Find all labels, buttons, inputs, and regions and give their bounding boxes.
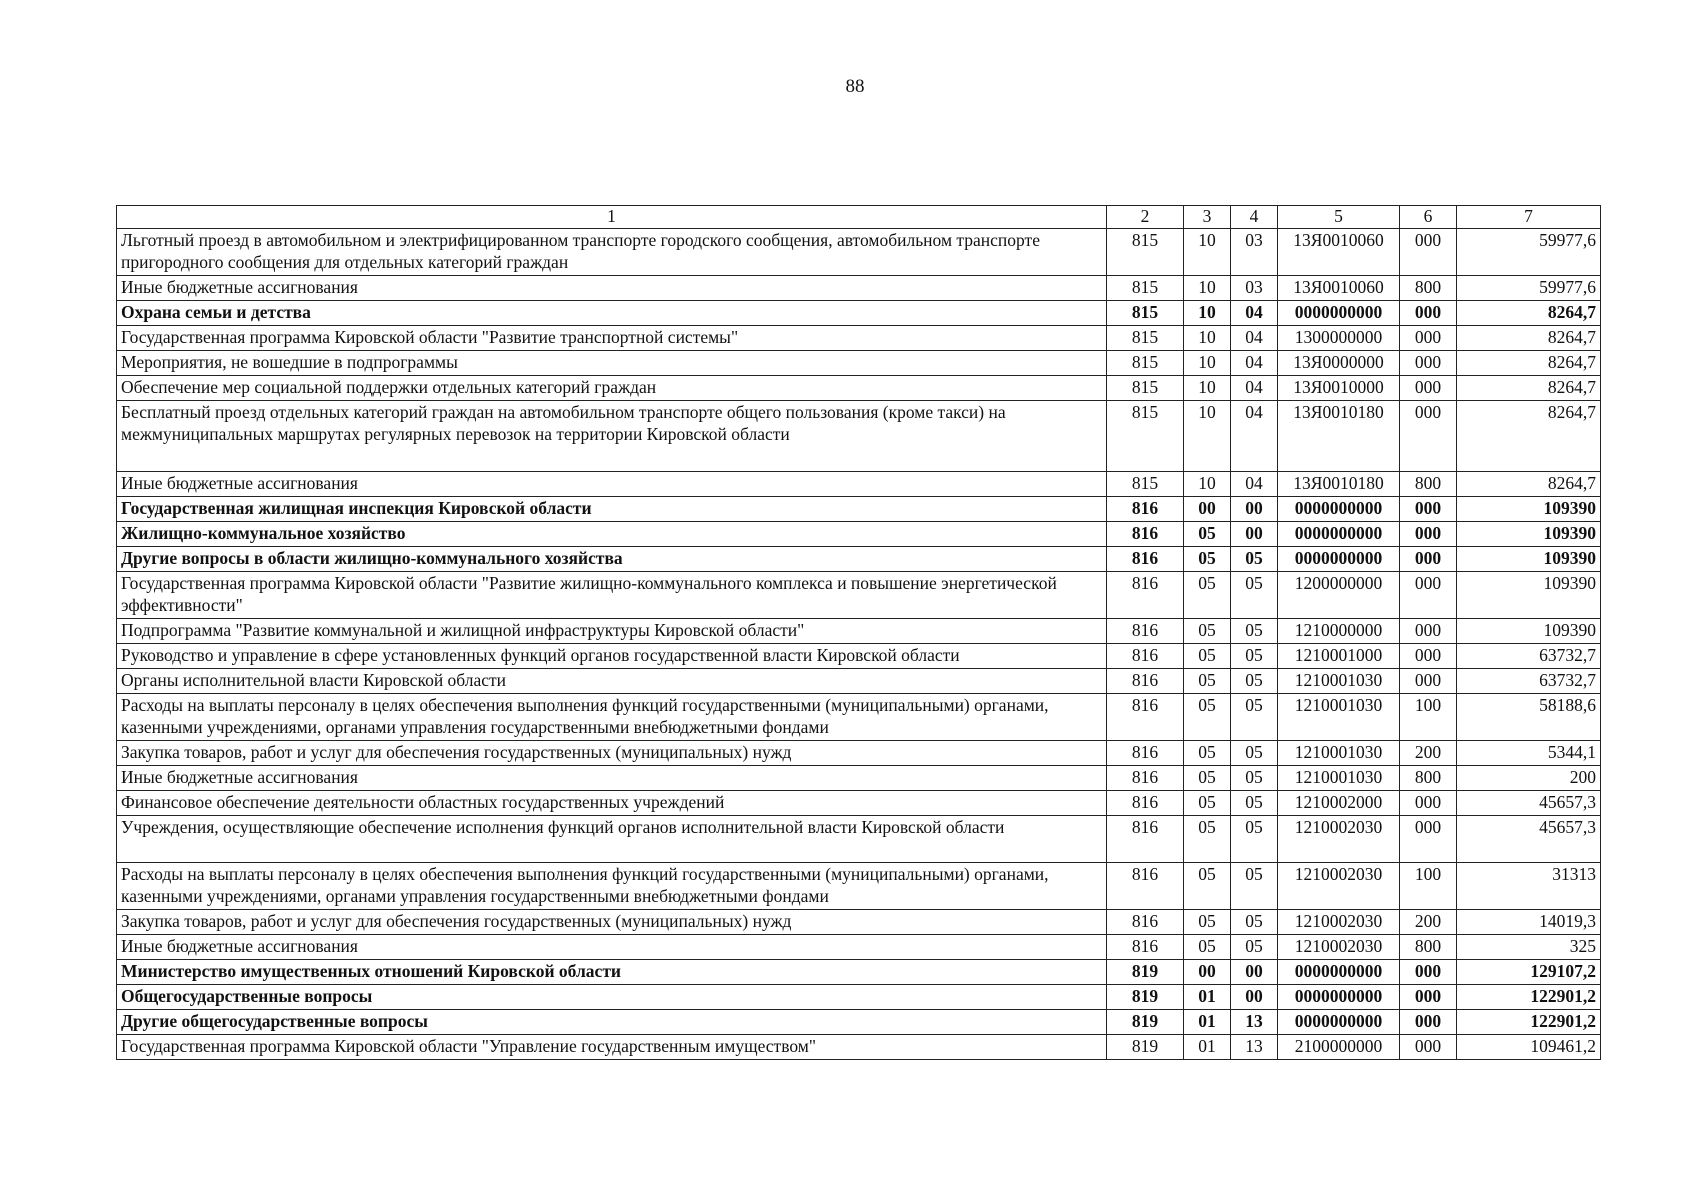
ministry-code-cell: 815 (1107, 301, 1184, 326)
table-row (117, 1035, 1601, 1060)
table-row (117, 351, 1601, 376)
column-header: 7 (1457, 206, 1601, 229)
table-row (117, 301, 1601, 326)
expense-type-cell: 000 (1400, 401, 1457, 472)
expense-type-cell: 000 (1400, 547, 1457, 572)
subsection-cell: 05 (1231, 935, 1278, 960)
item-name-cell: Органы исполнительной власти Кировской области (117, 669, 1107, 694)
amount-cell: 8264,7 (1457, 401, 1601, 472)
ministry-code-cell: 816 (1107, 791, 1184, 816)
item-name-cell: Общегосударственные вопросы (117, 985, 1107, 1010)
ministry-code-cell: 815 (1107, 326, 1184, 351)
section-cell: 10 (1184, 472, 1231, 497)
table-row (117, 910, 1601, 935)
subsection-cell: 05 (1231, 619, 1278, 644)
expense-type-cell: 000 (1400, 522, 1457, 547)
target-article-cell: 13Я0010000 (1278, 376, 1400, 401)
target-article-cell: 1210002030 (1278, 910, 1400, 935)
item-name-cell: Финансовое обеспечение деятельности областных государственных учреждений (117, 791, 1107, 816)
target-article-cell: 1210000000 (1278, 619, 1400, 644)
ministry-code-cell: 816 (1107, 547, 1184, 572)
section-cell: 05 (1184, 741, 1231, 766)
table-row (117, 547, 1601, 572)
ministry-code-cell: 819 (1107, 985, 1184, 1010)
amount-cell: 31313 (1457, 863, 1601, 910)
subsection-cell: 05 (1231, 669, 1278, 694)
target-article-cell: 13Я0000000 (1278, 351, 1400, 376)
amount-cell: 8264,7 (1457, 351, 1601, 376)
item-name-cell: Государственная жилищная инспекция Кировской области (117, 497, 1107, 522)
ministry-code-cell: 816 (1107, 863, 1184, 910)
subsection-cell: 05 (1231, 816, 1278, 863)
ministry-code-cell: 816 (1107, 766, 1184, 791)
amount-cell: 109390 (1457, 619, 1601, 644)
column-header: 1 (117, 206, 1107, 229)
ministry-code-cell: 815 (1107, 276, 1184, 301)
expense-type-cell: 000 (1400, 572, 1457, 619)
table-row (117, 522, 1601, 547)
ministry-code-cell: 816 (1107, 572, 1184, 619)
table-body (117, 229, 1601, 1060)
item-name-cell: Расходы на выплаты персоналу в целях обеспечения выполнения функций государственными (муниципальными) органами, казенными учреждениями, органами управления государственными внебюджетными фондами (117, 863, 1107, 910)
table-row (117, 401, 1601, 472)
section-cell: 05 (1184, 619, 1231, 644)
subsection-cell: 00 (1231, 985, 1278, 1010)
amount-cell: 8264,7 (1457, 326, 1601, 351)
expense-type-cell: 000 (1400, 229, 1457, 276)
item-name-cell: Иные бюджетные ассигнования (117, 935, 1107, 960)
item-name-cell: Мероприятия, не вошедшие в подпрограммы (117, 351, 1107, 376)
expense-type-cell: 000 (1400, 816, 1457, 863)
ministry-code-cell: 816 (1107, 910, 1184, 935)
amount-cell: 59977,6 (1457, 276, 1601, 301)
ministry-code-cell: 816 (1107, 644, 1184, 669)
item-name-cell: Иные бюджетные ассигнования (117, 276, 1107, 301)
target-article-cell: 1200000000 (1278, 572, 1400, 619)
expense-type-cell: 800 (1400, 276, 1457, 301)
subsection-cell: 05 (1231, 791, 1278, 816)
item-name-cell: Подпрограмма "Развитие коммунальной и жилищной инфраструктуры Кировской области" (117, 619, 1107, 644)
table-row (117, 985, 1601, 1010)
amount-cell: 109390 (1457, 497, 1601, 522)
target-article-cell: 1210001000 (1278, 644, 1400, 669)
table-row (117, 644, 1601, 669)
table-row (117, 791, 1601, 816)
item-name-cell: Другие общегосударственные вопросы (117, 1010, 1107, 1035)
expense-type-cell: 800 (1400, 766, 1457, 791)
target-article-cell: 0000000000 (1278, 497, 1400, 522)
section-cell: 05 (1184, 644, 1231, 669)
amount-cell: 200 (1457, 766, 1601, 791)
ministry-code-cell: 816 (1107, 816, 1184, 863)
target-article-cell: 1210001030 (1278, 669, 1400, 694)
ministry-code-cell: 816 (1107, 741, 1184, 766)
target-article-cell: 13Я0010180 (1278, 401, 1400, 472)
amount-cell: 5344,1 (1457, 741, 1601, 766)
section-cell: 05 (1184, 791, 1231, 816)
target-article-cell: 0000000000 (1278, 522, 1400, 547)
item-name-cell: Государственная программа Кировской области "Управление государственным имуществом" (117, 1035, 1107, 1060)
item-name-cell: Иные бюджетные ассигнования (117, 766, 1107, 791)
section-cell: 01 (1184, 985, 1231, 1010)
ministry-code-cell: 815 (1107, 229, 1184, 276)
expense-type-cell: 000 (1400, 619, 1457, 644)
section-cell: 05 (1184, 863, 1231, 910)
amount-cell: 58188,6 (1457, 694, 1601, 741)
section-cell: 00 (1184, 497, 1231, 522)
ministry-code-cell: 815 (1107, 472, 1184, 497)
subsection-cell: 04 (1231, 301, 1278, 326)
table-row (117, 741, 1601, 766)
target-article-cell: 1210001030 (1278, 766, 1400, 791)
section-cell: 05 (1184, 694, 1231, 741)
target-article-cell: 0000000000 (1278, 547, 1400, 572)
section-cell: 00 (1184, 960, 1231, 985)
section-cell: 05 (1184, 766, 1231, 791)
subsection-cell: 05 (1231, 694, 1278, 741)
column-number-row (117, 206, 1601, 229)
amount-cell: 109390 (1457, 547, 1601, 572)
target-article-cell: 1210001030 (1278, 741, 1400, 766)
page-number: 88 (845, 76, 865, 97)
table-row (117, 766, 1601, 791)
target-article-cell: 1210002030 (1278, 935, 1400, 960)
subsection-cell: 05 (1231, 766, 1278, 791)
subsection-cell: 05 (1231, 863, 1278, 910)
ministry-code-cell: 816 (1107, 497, 1184, 522)
target-article-cell: 2100000000 (1278, 1035, 1400, 1060)
subsection-cell: 05 (1231, 741, 1278, 766)
subsection-cell: 03 (1231, 229, 1278, 276)
section-cell: 10 (1184, 229, 1231, 276)
section-cell: 05 (1184, 935, 1231, 960)
table-row (117, 816, 1601, 863)
expense-type-cell: 100 (1400, 694, 1457, 741)
section-cell: 05 (1184, 816, 1231, 863)
target-article-cell: 1210002000 (1278, 791, 1400, 816)
ministry-code-cell: 816 (1107, 619, 1184, 644)
ministry-code-cell: 816 (1107, 935, 1184, 960)
column-header: 6 (1400, 206, 1457, 229)
item-name-cell: Обеспечение мер социальной поддержки отдельных категорий граждан (117, 376, 1107, 401)
subsection-cell: 04 (1231, 472, 1278, 497)
amount-cell: 59977,6 (1457, 229, 1601, 276)
expense-type-cell: 200 (1400, 741, 1457, 766)
budget-table (116, 205, 1601, 1060)
subsection-cell: 13 (1231, 1035, 1278, 1060)
expense-type-cell: 200 (1400, 910, 1457, 935)
ministry-code-cell: 815 (1107, 351, 1184, 376)
subsection-cell: 05 (1231, 644, 1278, 669)
ministry-code-cell: 819 (1107, 960, 1184, 985)
amount-cell: 109390 (1457, 522, 1601, 547)
section-cell: 10 (1184, 326, 1231, 351)
expense-type-cell: 000 (1400, 1010, 1457, 1035)
column-header: 5 (1278, 206, 1400, 229)
item-name-cell: Государственная программа Кировской области "Развитие транспортной системы" (117, 326, 1107, 351)
target-article-cell: 1210002030 (1278, 816, 1400, 863)
amount-cell: 109461,2 (1457, 1035, 1601, 1060)
item-name-cell: Расходы на выплаты персоналу в целях обеспечения выполнения функций государственными (муниципальными) органами, казенными учреждениями, органами управления государственными внебюджетными фондами (117, 694, 1107, 741)
expense-type-cell: 000 (1400, 351, 1457, 376)
item-name-cell: Бесплатный проезд отдельных категорий граждан на автомобильном транспорте общего пользования (кроме такси) на межмуниципальных маршрутах регулярных перевозок на территории Кировской области (117, 401, 1107, 472)
subsection-cell: 05 (1231, 547, 1278, 572)
section-cell: 05 (1184, 669, 1231, 694)
subsection-cell: 03 (1231, 276, 1278, 301)
amount-cell: 63732,7 (1457, 669, 1601, 694)
column-header: 2 (1107, 206, 1184, 229)
subsection-cell: 04 (1231, 401, 1278, 472)
section-cell: 10 (1184, 376, 1231, 401)
subsection-cell: 00 (1231, 522, 1278, 547)
table-row (117, 376, 1601, 401)
section-cell: 10 (1184, 401, 1231, 472)
amount-cell: 8264,7 (1457, 301, 1601, 326)
expense-type-cell: 000 (1400, 669, 1457, 694)
item-name-cell: Министерство имущественных отношений Кировской области (117, 960, 1107, 985)
item-name-cell: Охрана семьи и детства (117, 301, 1107, 326)
ministry-code-cell: 816 (1107, 669, 1184, 694)
expense-type-cell: 000 (1400, 644, 1457, 669)
expense-type-cell: 000 (1400, 497, 1457, 522)
section-cell: 05 (1184, 572, 1231, 619)
ministry-code-cell: 816 (1107, 522, 1184, 547)
section-cell: 05 (1184, 522, 1231, 547)
amount-cell: 8264,7 (1457, 376, 1601, 401)
table-row (117, 572, 1601, 619)
expense-type-cell: 000 (1400, 985, 1457, 1010)
target-article-cell: 0000000000 (1278, 985, 1400, 1010)
item-name-cell: Другие вопросы в области жилищно-коммунального хозяйства (117, 547, 1107, 572)
section-cell: 01 (1184, 1035, 1231, 1060)
table-row (117, 863, 1601, 910)
expense-type-cell: 000 (1400, 960, 1457, 985)
amount-cell: 109390 (1457, 572, 1601, 619)
amount-cell: 325 (1457, 935, 1601, 960)
table-row (117, 229, 1601, 276)
item-name-cell: Государственная программа Кировской области "Развитие жилищно-коммунального комплекса и повышение энергетической эффективности" (117, 572, 1107, 619)
section-cell: 05 (1184, 547, 1231, 572)
table-row (117, 694, 1601, 741)
amount-cell: 129107,2 (1457, 960, 1601, 985)
item-name-cell: Жилищно-коммунальное хозяйство (117, 522, 1107, 547)
subsection-cell: 04 (1231, 326, 1278, 351)
table-row (117, 1010, 1601, 1035)
section-cell: 10 (1184, 351, 1231, 376)
expense-type-cell: 800 (1400, 472, 1457, 497)
amount-cell: 45657,3 (1457, 791, 1601, 816)
amount-cell: 8264,7 (1457, 472, 1601, 497)
ministry-code-cell: 819 (1107, 1035, 1184, 1060)
target-article-cell: 1210002030 (1278, 863, 1400, 910)
section-cell: 10 (1184, 301, 1231, 326)
expense-type-cell: 100 (1400, 863, 1457, 910)
expense-type-cell: 000 (1400, 791, 1457, 816)
expense-type-cell: 800 (1400, 935, 1457, 960)
target-article-cell: 1300000000 (1278, 326, 1400, 351)
table-row (117, 276, 1601, 301)
subsection-cell: 05 (1231, 910, 1278, 935)
target-article-cell: 0000000000 (1278, 1010, 1400, 1035)
amount-cell: 45657,3 (1457, 816, 1601, 863)
subsection-cell: 04 (1231, 376, 1278, 401)
subsection-cell: 13 (1231, 1010, 1278, 1035)
column-header: 3 (1184, 206, 1231, 229)
expense-type-cell: 000 (1400, 376, 1457, 401)
expense-type-cell: 000 (1400, 1035, 1457, 1060)
expense-type-cell: 000 (1400, 301, 1457, 326)
item-name-cell: Иные бюджетные ассигнования (117, 472, 1107, 497)
item-name-cell: Льготный проезд в автомобильном и электрифицированном транспорте городского сообщения, автомобильном транспорте пригородного сообщения для отдельных категорий граждан (117, 229, 1107, 276)
subsection-cell: 05 (1231, 572, 1278, 619)
table-row (117, 326, 1601, 351)
table-row (117, 935, 1601, 960)
ministry-code-cell: 815 (1107, 401, 1184, 472)
section-cell: 01 (1184, 1010, 1231, 1035)
ministry-code-cell: 815 (1107, 376, 1184, 401)
table-row (117, 472, 1601, 497)
amount-cell: 14019,3 (1457, 910, 1601, 935)
item-name-cell: Руководство и управление в сфере установленных функций органов государственной власти Кировской области (117, 644, 1107, 669)
amount-cell: 122901,2 (1457, 1010, 1601, 1035)
item-name-cell: Учреждения, осуществляющие обеспечение исполнения функций органов исполнительной власти Кировской области (117, 816, 1107, 863)
amount-cell: 63732,7 (1457, 644, 1601, 669)
target-article-cell: 0000000000 (1278, 301, 1400, 326)
subsection-cell: 00 (1231, 960, 1278, 985)
target-article-cell: 0000000000 (1278, 960, 1400, 985)
ministry-code-cell: 819 (1107, 1010, 1184, 1035)
target-article-cell: 13Я0010060 (1278, 229, 1400, 276)
expense-type-cell: 000 (1400, 326, 1457, 351)
target-article-cell: 1210001030 (1278, 694, 1400, 741)
column-header: 4 (1231, 206, 1278, 229)
ministry-code-cell: 816 (1107, 694, 1184, 741)
table-row (117, 669, 1601, 694)
target-article-cell: 13Я0010060 (1278, 276, 1400, 301)
table-row (117, 619, 1601, 644)
table-row (117, 497, 1601, 522)
section-cell: 10 (1184, 276, 1231, 301)
target-article-cell: 13Я0010180 (1278, 472, 1400, 497)
item-name-cell: Закупка товаров, работ и услуг для обеспечения государственных (муниципальных) нужд (117, 910, 1107, 935)
amount-cell: 122901,2 (1457, 985, 1601, 1010)
table-row (117, 960, 1601, 985)
section-cell: 05 (1184, 910, 1231, 935)
item-name-cell: Закупка товаров, работ и услуг для обеспечения государственных (муниципальных) нужд (117, 741, 1107, 766)
subsection-cell: 00 (1231, 497, 1278, 522)
subsection-cell: 04 (1231, 351, 1278, 376)
